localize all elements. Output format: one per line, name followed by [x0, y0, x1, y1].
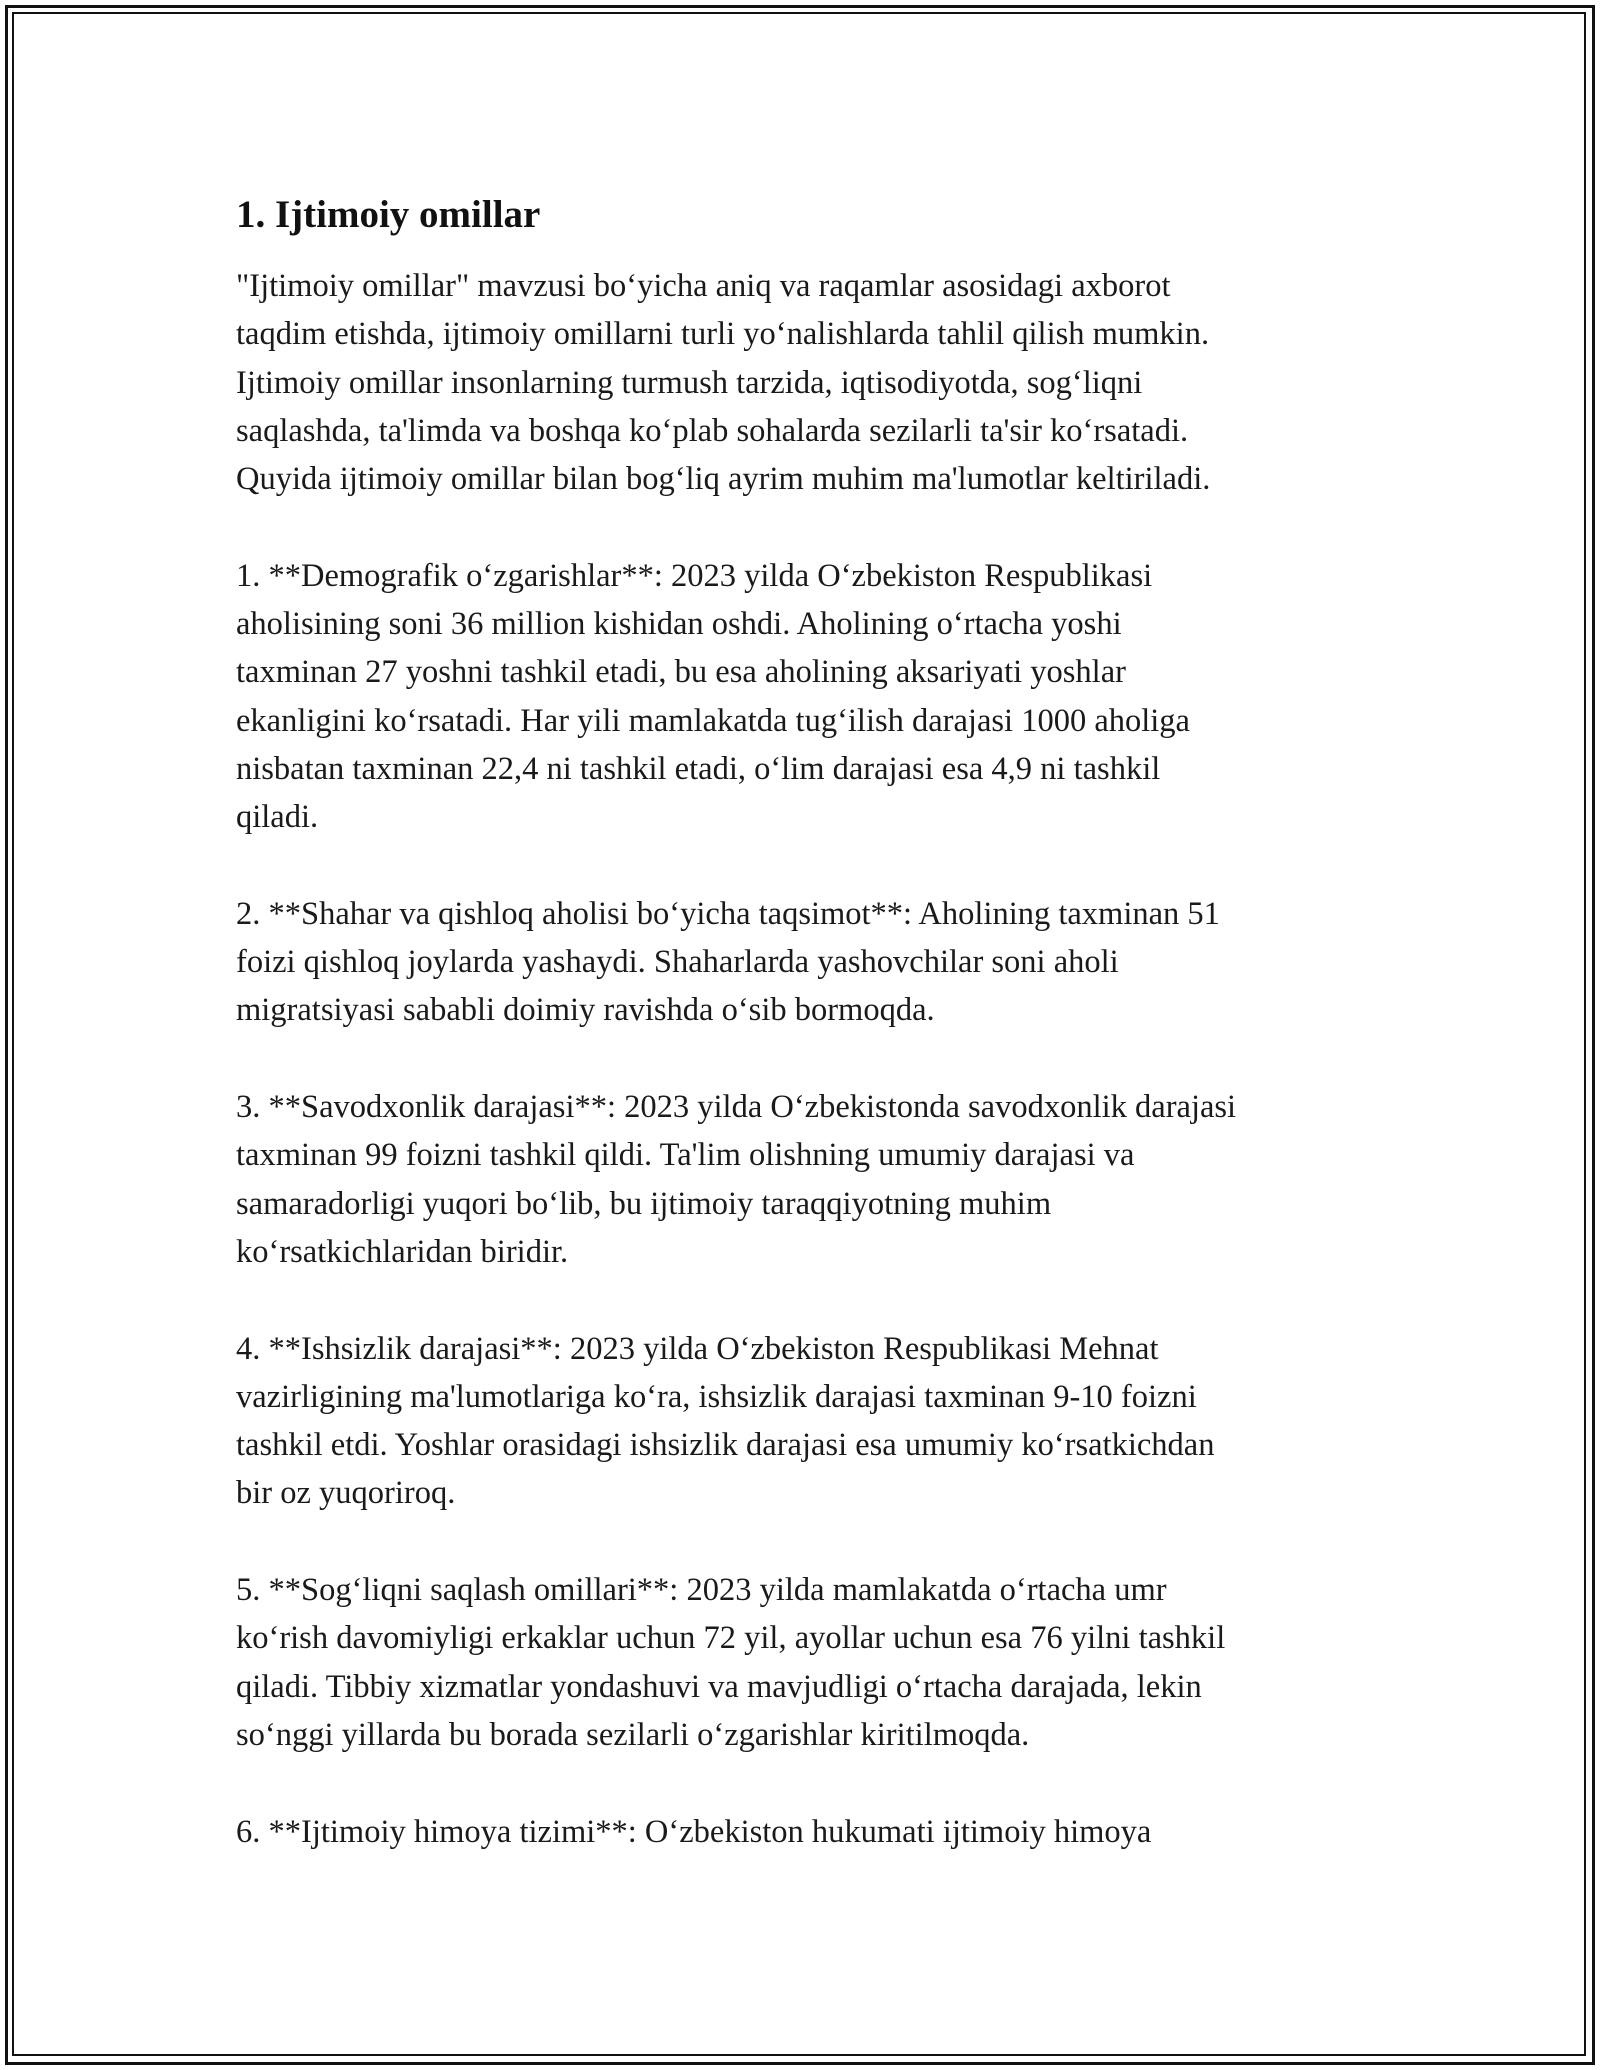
- document-body: [236, 190, 1416, 1904]
- paragraph-line: ekanligini ko‘rsatadi. Har yili mamlakatda tug‘ilish darajasi 1000 aholiga: [236, 702, 1190, 739]
- paragraph-line: 2. **Shahar va qishloq aholisi bo‘yicha taqsimot**: Aholining taxminan 51: [236, 895, 1220, 932]
- paragraph-line: aholisining soni 36 million kishidan oshdi. Aholining o‘rtacha yoshi: [236, 606, 1122, 643]
- social-protection-paragraph: [236, 1808, 1416, 1856]
- healthcare-paragraph: [236, 1566, 1416, 1759]
- paragraph-line: 1. **Demografik o‘zgarishlar**: 2023 yilda O‘zbekiston Respublikasi: [236, 557, 1153, 594]
- paragraph-line: qiladi.: [236, 799, 319, 836]
- paragraph-line: vazirligining ma'lumotlariga ko‘ra, ishsizlik darajasi taxminan 9-10 foizni: [236, 1378, 1197, 1415]
- paragraph-line: taxminan 99 foizni tashkil qildi. Ta'lim olishning umumiy darajasi va: [236, 1137, 1135, 1174]
- paragraph-line: taxminan 27 yoshni tashkil etadi, bu esa aholining aksariyati yoshlar: [236, 654, 1126, 691]
- paragraph-line: bir oz yuqoriroq.: [236, 1475, 456, 1512]
- paragraph-line: "Ijtimoiy omillar" mavzusi bo‘yicha aniq va raqamlar asosidagi axborot: [236, 268, 1171, 304]
- paragraph-line: 6. **Ijtimoiy himoya tizimi**: O‘zbekiston hukumati ijtimoiy himoya: [236, 1813, 1152, 1850]
- paragraph-line: 4. **Ishsizlik darajasi**: 2023 yilda O‘zbekiston Respublikasi Mehnat: [236, 1330, 1159, 1367]
- literacy-paragraph: [236, 1083, 1416, 1276]
- paragraph-line: 5. **Sog‘liqni saqlash omillari**: 2023 yilda mamlakatda o‘rtacha umr: [236, 1572, 1167, 1609]
- demographics-paragraph: [236, 552, 1416, 842]
- paragraph-line: so‘nggi yillarda bu borada sezilarli o‘zgarishlar kiritilmoqda.: [236, 1716, 1030, 1753]
- paragraph-line: foizi qishloq joylarda yashaydi. Shaharlarda yashovchilar soni aholi: [236, 944, 1119, 981]
- page-title: 1. Ijtimoiy omillar: [236, 193, 541, 236]
- paragraph-line: saqlashda, ta'limda va boshqa ko‘plab sohalarda sezilarli ta'sir ko‘rsatadi.: [236, 412, 1189, 449]
- paragraph-line: tashkil etdi. Yoshlar orasidagi ishsizlik darajasi esa umumiy ko‘rsatkichdan: [236, 1427, 1215, 1464]
- unemployment-paragraph: [236, 1325, 1416, 1518]
- paragraph-line: Quyida ijtimoiy omillar bilan bog‘liq ayrim muhim ma'lumotlar keltiriladi.: [236, 461, 1211, 498]
- paragraph-line: Ijtimoiy omillar insonlarning turmush tarzida, iqtisodiyotda, sog‘liqni: [236, 364, 1143, 401]
- urban-rural-paragraph: [236, 890, 1416, 1035]
- paragraph-line: 3. **Savodxonlik darajasi**: 2023 yilda O‘zbekistonda savodxonlik darajasi: [236, 1089, 1237, 1126]
- paragraph-line: nisbatan taxminan 22,4 ni tashkil etadi, o‘lim darajasi esa 4,9 ni tashkil: [236, 750, 1161, 787]
- intro-paragraph: [236, 262, 1416, 503]
- paragraph-line: ko‘rish davomiyligi erkaklar uchun 72 yil, ayollar uchun esa 76 yilni tashkil: [236, 1620, 1226, 1657]
- paragraph-line: qiladi. Tibbiy xizmatlar yondashuvi va mavjudligi o‘rtacha darajada, lekin: [236, 1668, 1202, 1705]
- paragraph-line: migratsiyasi sababli doimiy ravishda o‘sib bormoqda.: [236, 992, 935, 1029]
- paragraph-line: ko‘rsatkichlaridan biridir.: [236, 1233, 569, 1270]
- paragraph-line: taqdim etishda, ijtimoiy omillarni turli yo‘nalishlarda tahlil qilish mumkin.: [236, 316, 1210, 353]
- paragraph-line: samaradorligi yuqori bo‘lib, bu ijtimoiy taraqqiyotning muhim: [236, 1185, 1052, 1222]
